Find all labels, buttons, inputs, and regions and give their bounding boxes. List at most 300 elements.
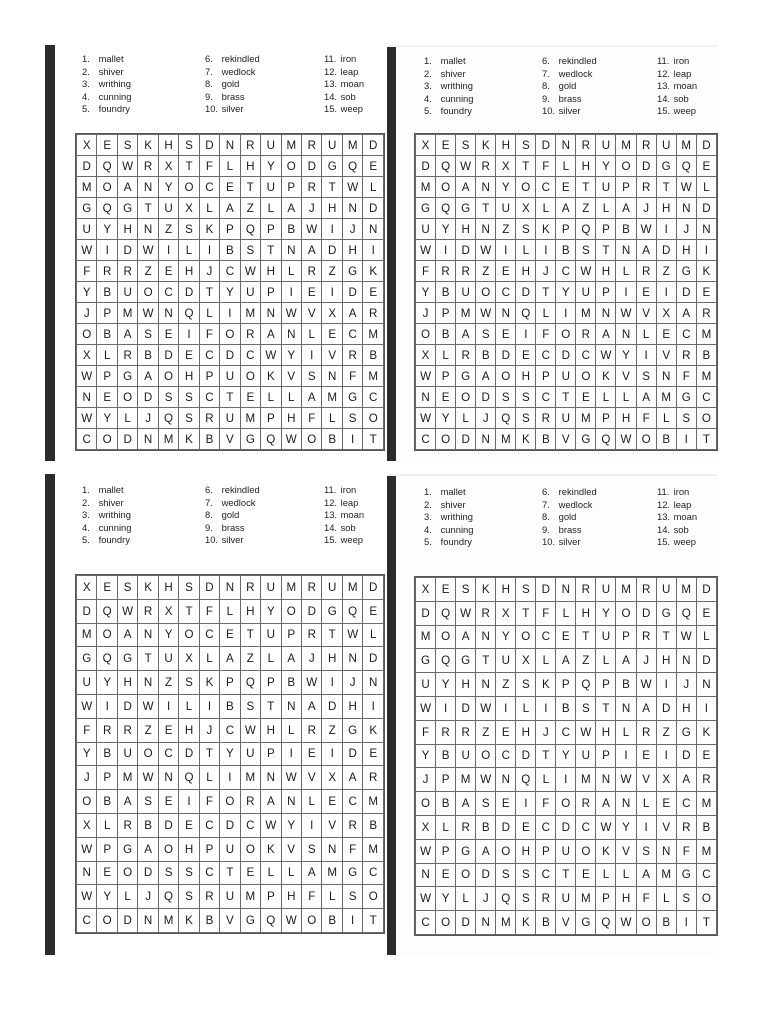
grid-cell: L — [616, 261, 636, 282]
grid-cell: E — [576, 863, 596, 887]
grid-cell: V — [616, 839, 636, 863]
word-number: 6. — [542, 486, 550, 497]
grid-cell: P — [616, 625, 636, 649]
word-text: foundry — [98, 534, 130, 546]
word-item — [324, 66, 364, 79]
grid-cell: H — [496, 135, 516, 156]
grid-cell: X — [77, 135, 97, 156]
grid-cell: N — [138, 671, 158, 695]
grid-cell: C — [536, 625, 556, 649]
grid-cell: L — [616, 387, 636, 408]
grid-cell: C — [536, 863, 556, 887]
grid-cell: W — [138, 303, 158, 324]
grid-cell: M — [496, 429, 516, 450]
grid-cell: N — [676, 649, 696, 673]
grid-cell: O — [138, 742, 158, 766]
grid-cell: R — [456, 815, 476, 839]
grid-cell: P — [536, 839, 556, 863]
grid-cell: J — [302, 647, 322, 671]
word-item — [205, 103, 260, 116]
grid-cell: I — [179, 790, 199, 814]
puzzle-sheet-1 — [45, 45, 385, 461]
grid-cell: C — [199, 345, 219, 366]
grid-cell: P — [199, 837, 219, 861]
word-number: 1. — [424, 55, 432, 66]
grid-cell: D — [556, 815, 576, 839]
grid-cell: W — [676, 625, 696, 649]
grid-cell: S — [576, 696, 596, 720]
grid-cell: H — [342, 694, 362, 718]
grid-cell: T — [556, 863, 576, 887]
grid-cell: E — [496, 324, 516, 345]
grid-cell: D — [117, 909, 137, 933]
grid-cell: U — [158, 647, 178, 671]
grid-cell: M — [240, 408, 260, 429]
grid-cell: V — [322, 813, 342, 837]
grid-cell: E — [322, 790, 342, 814]
grid-cell: O — [556, 324, 576, 345]
grid-row — [77, 647, 384, 671]
grid-cell: A — [342, 766, 362, 790]
grid-cell: M — [576, 303, 596, 324]
grid-cell: M — [363, 324, 384, 345]
grid-cell: Q — [676, 601, 696, 625]
grid-cell: C — [220, 261, 240, 282]
grid-cell: V — [302, 303, 322, 324]
grid-cell: J — [636, 198, 656, 219]
grid-cell: H — [281, 885, 301, 909]
grid-cell: N — [496, 768, 516, 792]
grid-cell: T — [322, 623, 342, 647]
word-item — [324, 91, 364, 104]
grid-cell: H — [616, 408, 636, 429]
grid-cell: E — [240, 387, 260, 408]
grid-cell: D — [636, 156, 656, 177]
grid-cell: O — [516, 177, 536, 198]
grid-cell: S — [302, 366, 322, 387]
grid-cell: B — [696, 345, 716, 366]
grid-row — [416, 177, 717, 198]
grid-cell: Q — [342, 156, 362, 177]
grid-cell: J — [676, 219, 696, 240]
grid-cell: Z — [138, 718, 158, 742]
grid-cell: U — [220, 837, 240, 861]
grid-cell: I — [556, 768, 576, 792]
word-item — [324, 509, 364, 522]
grid-cell: R — [117, 718, 137, 742]
word-number: 9. — [205, 521, 213, 533]
grid-cell: D — [199, 135, 219, 156]
grid-cell: C — [556, 720, 576, 744]
word-list — [414, 486, 724, 556]
grid-cell: L — [616, 863, 636, 887]
grid-cell: K — [261, 837, 281, 861]
grid-cell: C — [342, 324, 362, 345]
grid-cell: E — [97, 387, 117, 408]
grid-cell: Q — [596, 429, 616, 450]
grid-cell: P — [261, 742, 281, 766]
grid-cell: L — [596, 198, 616, 219]
grid-row — [416, 303, 717, 324]
grid-cell: I — [281, 282, 301, 303]
grid-cell: E — [696, 282, 716, 303]
grid-row — [77, 576, 384, 600]
grid-cell: R — [576, 578, 596, 602]
grid-cell: P — [536, 366, 556, 387]
grid-cell: M — [696, 324, 716, 345]
grid-cell: R — [342, 813, 362, 837]
word-item — [657, 524, 697, 537]
grid-cell: Z — [240, 647, 260, 671]
grid-cell: N — [476, 177, 496, 198]
grid-cell: K — [199, 219, 219, 240]
word-item — [205, 66, 260, 79]
grid-cell: K — [696, 261, 716, 282]
grid-cell: S — [240, 240, 260, 261]
grid-cell: C — [363, 861, 384, 885]
word-column — [542, 55, 597, 118]
grid-cell: O — [416, 792, 436, 816]
word-item — [205, 509, 260, 522]
word-item — [542, 80, 597, 93]
grid-cell: N — [696, 219, 716, 240]
grid-cell: R — [302, 135, 322, 156]
grid-cell: Y — [97, 408, 117, 429]
grid-cell: Z — [158, 219, 178, 240]
word-number: 2. — [424, 67, 432, 79]
grid-cell: X — [496, 601, 516, 625]
grid-cell: V — [556, 911, 576, 935]
grid-cell: X — [158, 599, 178, 623]
word-item — [657, 80, 697, 93]
grid-cell: D — [456, 240, 476, 261]
grid-cell: V — [616, 366, 636, 387]
grid-cell: W — [117, 156, 137, 177]
grid-cell: U — [77, 671, 97, 695]
grid-cell: L — [556, 601, 576, 625]
grid-row — [416, 429, 717, 450]
grid-cell: R — [436, 720, 456, 744]
grid-cell: R — [636, 261, 656, 282]
grid-cell: K — [363, 718, 384, 742]
grid-cell: Q — [97, 198, 117, 219]
grid-cell: O — [696, 408, 716, 429]
grid-cell: D — [117, 694, 137, 718]
grid-cell: S — [302, 837, 322, 861]
grid-cell: L — [117, 408, 137, 429]
grid-cell: C — [199, 177, 219, 198]
grid-cell: O — [616, 601, 636, 625]
word-column — [82, 53, 131, 116]
grid-row — [416, 887, 717, 911]
word-list — [72, 484, 392, 554]
grid-cell: W — [616, 768, 636, 792]
grid-cell: Q — [240, 671, 260, 695]
word-text: shiver — [98, 496, 124, 508]
grid-cell: S — [179, 576, 199, 600]
word-text: sob — [340, 90, 356, 102]
word-text: mallet — [98, 53, 124, 64]
grid-cell: L — [536, 303, 556, 324]
grid-cell: T — [596, 240, 616, 261]
grid-row — [416, 768, 717, 792]
grid-cell: W — [77, 837, 97, 861]
grid-cell: I — [322, 742, 342, 766]
grid-cell: M — [240, 766, 260, 790]
grid-cell: T — [556, 387, 576, 408]
grid-cell: Y — [436, 408, 456, 429]
grid-cell: T — [240, 623, 260, 647]
grid-cell: E — [220, 177, 240, 198]
grid-cell: T — [240, 177, 260, 198]
grid-cell: O — [97, 623, 117, 647]
word-number: 15. — [657, 105, 671, 117]
grid-cell: U — [240, 742, 260, 766]
grid-row — [416, 219, 717, 240]
word-item — [424, 93, 473, 106]
grid-cell: C — [158, 742, 178, 766]
grid-cell: N — [77, 387, 97, 408]
grid-cell: G — [117, 647, 137, 671]
grid-cell: T — [516, 601, 536, 625]
grid-cell: N — [138, 429, 158, 450]
word-item — [324, 497, 364, 510]
grid-cell: D — [199, 576, 219, 600]
grid-cell: D — [456, 911, 476, 935]
grid-cell: Q — [436, 198, 456, 219]
grid-cell: M — [676, 135, 696, 156]
grid-cell: F — [636, 408, 656, 429]
grid-cell: B — [199, 429, 219, 450]
sheet-binding-bar — [387, 476, 396, 955]
grid-cell: O — [240, 837, 260, 861]
grid-cell: M — [576, 887, 596, 911]
grid-cell: U — [596, 135, 616, 156]
word-number: 13. — [657, 511, 671, 523]
grid-cell: I — [636, 345, 656, 366]
grid-cell: C — [416, 911, 436, 935]
grid-cell: F — [416, 261, 436, 282]
word-text: iron — [340, 484, 357, 495]
grid-cell: D — [696, 198, 716, 219]
grid-cell: L — [656, 408, 676, 429]
word-text: leap — [340, 65, 359, 77]
grid-cell: Y — [436, 887, 456, 911]
word-text: silver — [558, 536, 581, 548]
grid-cell: U — [261, 135, 281, 156]
word-text: sob — [673, 92, 689, 104]
grid-cell: V — [656, 815, 676, 839]
grid-cell: N — [616, 240, 636, 261]
grid-cell: A — [302, 387, 322, 408]
grid-cell: P — [596, 887, 616, 911]
grid-cell: B — [436, 324, 456, 345]
grid-cell: V — [556, 429, 576, 450]
grid-cell: S — [179, 885, 199, 909]
grid-cell: X — [77, 576, 97, 600]
word-item — [542, 499, 597, 512]
grid-cell: U — [576, 744, 596, 768]
grid-cell: V — [636, 768, 656, 792]
grid-cell: K — [261, 366, 281, 387]
grid-cell: F — [536, 601, 556, 625]
grid-row — [77, 790, 384, 814]
grid-cell: I — [616, 282, 636, 303]
grid-cell: M — [696, 839, 716, 863]
grid-cell: D — [496, 815, 516, 839]
grid-cell: X — [496, 156, 516, 177]
grid-cell: O — [97, 909, 117, 933]
grid-cell: C — [576, 345, 596, 366]
grid-cell: S — [179, 387, 199, 408]
grid-cell: G — [77, 647, 97, 671]
grid-row — [77, 813, 384, 837]
grid-cell: E — [496, 261, 516, 282]
grid-cell: Y — [596, 601, 616, 625]
grid-cell: B — [97, 742, 117, 766]
grid-cell: Y — [436, 673, 456, 697]
grid-cell: T — [199, 282, 219, 303]
grid-cell: N — [281, 790, 301, 814]
grid-cell: R — [302, 576, 322, 600]
grid-cell: G — [456, 198, 476, 219]
word-number: 2. — [82, 65, 90, 77]
word-number: 11. — [657, 486, 670, 497]
grid-cell: D — [302, 156, 322, 177]
grid-cell: E — [322, 324, 342, 345]
word-text: rekindled — [221, 53, 260, 64]
grid-cell: Y — [616, 345, 636, 366]
grid-cell: T — [516, 156, 536, 177]
grid-cell: E — [636, 282, 656, 303]
grid-cell: V — [656, 345, 676, 366]
grid-cell: E — [696, 601, 716, 625]
grid-cell: F — [636, 887, 656, 911]
grid-cell: S — [342, 408, 362, 429]
grid-cell: U — [656, 578, 676, 602]
grid-cell: Q — [436, 601, 456, 625]
grid-cell: C — [77, 429, 97, 450]
grid-cell: L — [436, 345, 456, 366]
grid-cell: E — [363, 156, 384, 177]
word-number: 9. — [205, 90, 213, 102]
grid-row — [77, 694, 384, 718]
grid-cell: F — [536, 792, 556, 816]
grid-cell: I — [696, 240, 716, 261]
grid-cell: P — [220, 219, 240, 240]
sheet-binding-bar — [45, 474, 55, 955]
word-text: sob — [673, 523, 689, 535]
grid-cell: A — [456, 177, 476, 198]
word-column — [205, 484, 260, 547]
grid-row — [77, 861, 384, 885]
word-number: 8. — [542, 80, 550, 92]
word-column — [424, 486, 473, 549]
word-number: 12. — [657, 498, 671, 510]
grid-cell: O — [138, 282, 158, 303]
grid-cell: I — [676, 911, 696, 935]
word-text: mallet — [440, 55, 466, 66]
grid-cell: D — [656, 696, 676, 720]
grid-cell: T — [179, 156, 199, 177]
word-text: leap — [673, 67, 692, 79]
word-number: 10. — [205, 534, 219, 546]
word-number: 12. — [324, 65, 338, 77]
grid-cell: F — [302, 885, 322, 909]
grid-cell: O — [616, 156, 636, 177]
grid-cell: E — [496, 720, 516, 744]
grid-cell: O — [436, 625, 456, 649]
grid-cell: S — [179, 408, 199, 429]
word-text: silver — [221, 103, 244, 115]
grid-cell: Y — [220, 742, 240, 766]
grid-cell: B — [322, 429, 342, 450]
letter-grid-table — [76, 575, 384, 933]
grid-cell: D — [636, 601, 656, 625]
word-item — [205, 484, 260, 497]
word-item — [205, 497, 260, 510]
grid-row — [77, 909, 384, 933]
grid-cell: J — [636, 649, 656, 673]
grid-cell: P — [261, 408, 281, 429]
grid-cell: N — [220, 135, 240, 156]
word-number: 1. — [82, 484, 90, 495]
grid-cell: M — [77, 177, 97, 198]
grid-cell: Y — [158, 177, 178, 198]
grid-cell: B — [656, 911, 676, 935]
word-item — [542, 68, 597, 81]
grid-cell: H — [516, 366, 536, 387]
grid-cell: S — [158, 387, 178, 408]
word-item — [657, 536, 697, 549]
grid-cell: R — [240, 324, 260, 345]
grid-cell: S — [240, 694, 260, 718]
grid-cell: S — [179, 861, 199, 885]
grid-cell: H — [117, 671, 137, 695]
grid-cell: Q — [516, 303, 536, 324]
word-column — [542, 486, 597, 549]
word-number: 8. — [205, 78, 213, 90]
word-item — [657, 499, 697, 512]
grid-cell: M — [496, 911, 516, 935]
grid-cell: A — [636, 696, 656, 720]
word-text: brass — [221, 521, 245, 533]
grid-cell: J — [138, 885, 158, 909]
grid-cell: U — [496, 198, 516, 219]
grid-cell: W — [416, 366, 436, 387]
grid-cell: X — [322, 303, 342, 324]
grid-cell: Q — [97, 647, 117, 671]
grid-cell: B — [696, 815, 716, 839]
grid-cell: R — [138, 599, 158, 623]
grid-cell: S — [456, 578, 476, 602]
grid-cell: T — [656, 625, 676, 649]
grid-cell: W — [281, 429, 301, 450]
grid-cell: U — [596, 578, 616, 602]
grid-cell: B — [138, 813, 158, 837]
grid-cell: S — [636, 839, 656, 863]
grid-cell: I — [302, 813, 322, 837]
grid-cell: T — [363, 909, 384, 933]
grid-cell: G — [322, 599, 342, 623]
grid-cell: N — [696, 673, 716, 697]
word-item — [324, 484, 364, 497]
grid-cell: A — [676, 768, 696, 792]
grid-cell: W — [476, 768, 496, 792]
grid-cell: S — [676, 887, 696, 911]
grid-cell: O — [363, 885, 384, 909]
puzzle-sheet-3 — [45, 474, 385, 955]
